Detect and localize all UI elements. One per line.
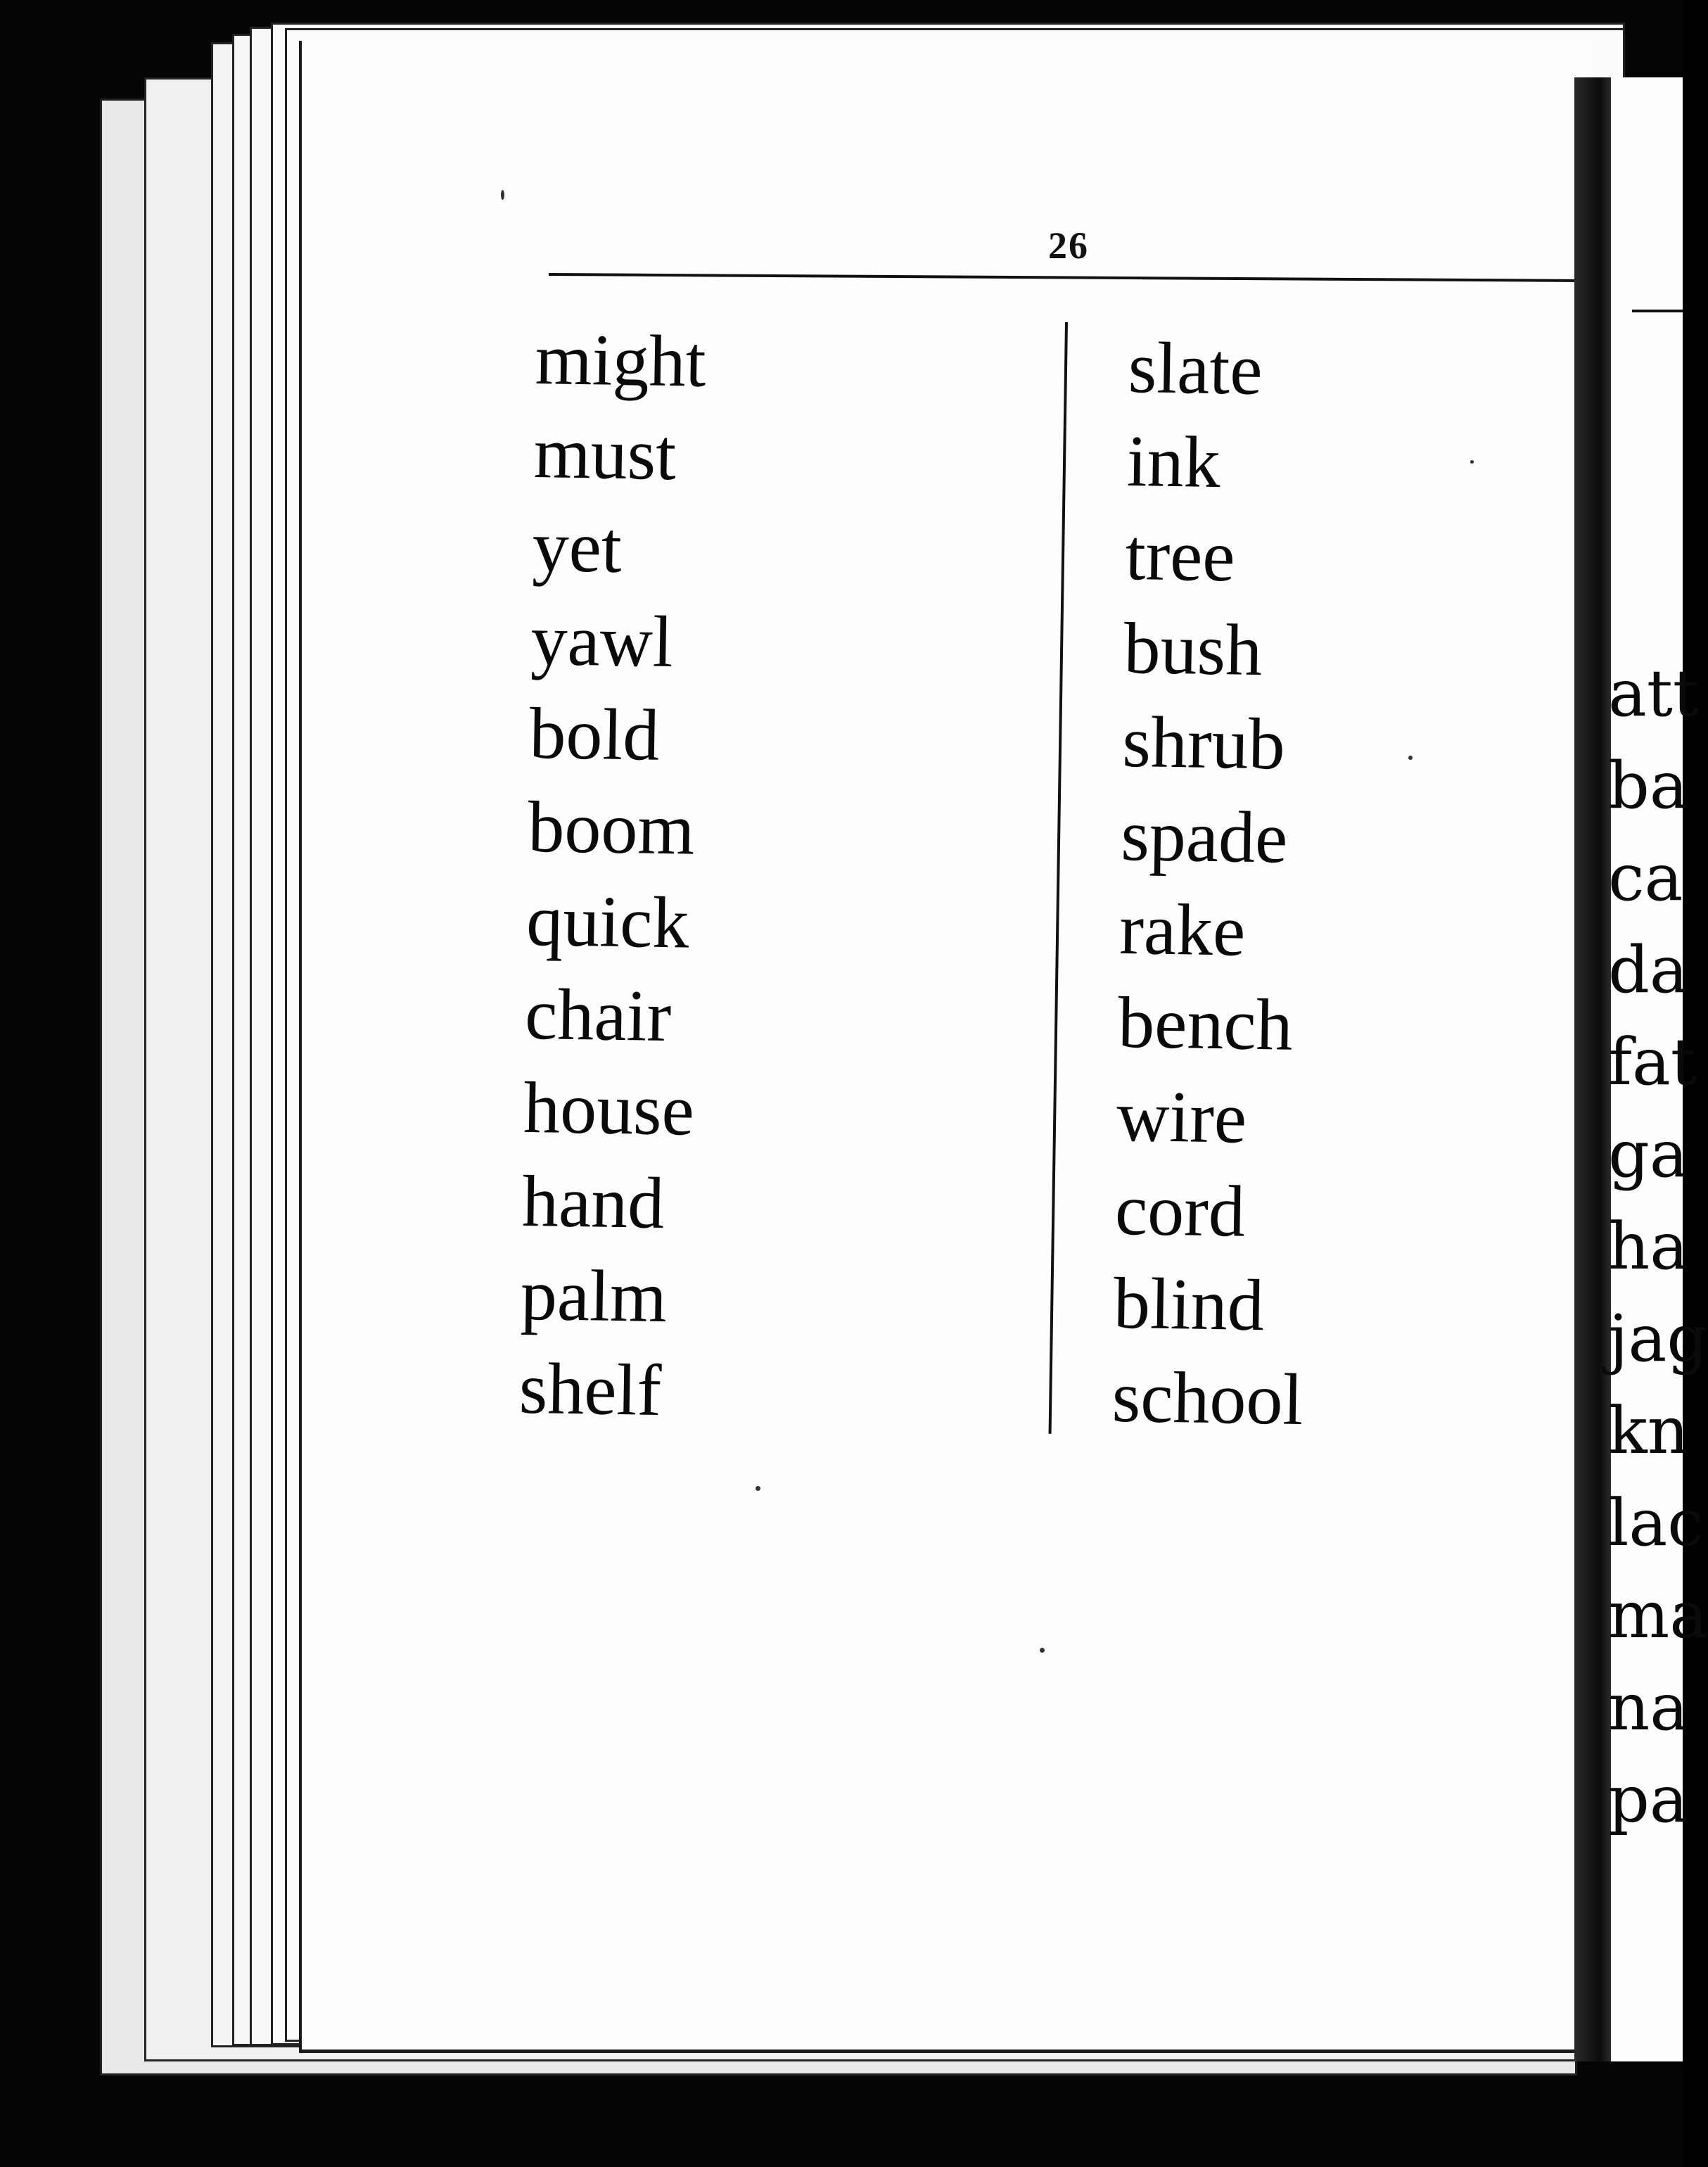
facing-word-fragment: kn xyxy=(1608,1393,1689,1468)
word-item: tree xyxy=(1124,514,1236,597)
word-item: house xyxy=(523,1067,695,1151)
facing-word-column xyxy=(1608,647,1708,1845)
word-column-left xyxy=(518,312,707,1438)
word-item: hand xyxy=(521,1160,665,1245)
facing-word-fragment: fat xyxy=(1608,1024,1697,1100)
book-page xyxy=(299,41,1593,2053)
word-item: palm xyxy=(520,1254,668,1338)
scan-speck xyxy=(501,190,504,200)
facing-word-fragment: att xyxy=(1608,656,1699,731)
word-item: must xyxy=(533,412,677,496)
facing-word-fragment: ba xyxy=(1608,748,1688,823)
word-item: cord xyxy=(1114,1169,1246,1252)
word-item: ink xyxy=(1126,420,1221,504)
word-item: might xyxy=(535,318,707,402)
page-number: 26 xyxy=(1048,224,1089,267)
facing-word-fragment: ha xyxy=(1608,1209,1689,1284)
word-item: bold xyxy=(528,692,661,776)
facing-word-fragment: ca xyxy=(1608,840,1683,915)
facing-word-fragment: lac xyxy=(1608,1485,1704,1561)
scan-speck xyxy=(1470,460,1474,464)
facing-word-fragment: ma xyxy=(1608,1577,1708,1653)
word-item: yawl xyxy=(530,599,674,683)
facing-word-fragment: na xyxy=(1608,1670,1689,1745)
word-item: rake xyxy=(1119,888,1247,972)
word-item: bench xyxy=(1117,981,1294,1066)
facing-word-fragment: ga xyxy=(1608,1117,1688,1192)
word-item: school xyxy=(1111,1356,1304,1441)
word-item: boom xyxy=(527,786,696,870)
facing-header-rule xyxy=(1632,310,1683,312)
scan-speck xyxy=(756,1486,760,1491)
scan-speck xyxy=(1040,1648,1045,1653)
word-item: quick xyxy=(525,879,690,964)
word-item: chair xyxy=(524,973,673,1057)
word-item: shrub xyxy=(1121,701,1286,785)
facing-word-fragment: jag xyxy=(1608,1301,1708,1376)
word-item: yet xyxy=(531,505,623,588)
word-item: wire xyxy=(1116,1075,1247,1159)
scan-speck xyxy=(1408,756,1413,760)
facing-page xyxy=(1608,77,1708,2061)
facing-word-fragment: pa xyxy=(1608,1762,1688,1837)
word-item: shelf xyxy=(518,1347,663,1431)
word-item: spade xyxy=(1120,794,1289,879)
word-item: bush xyxy=(1123,607,1263,692)
word-column-right xyxy=(1111,321,1320,1447)
facing-word-fragment: da xyxy=(1608,932,1688,1008)
word-item: slate xyxy=(1128,326,1263,410)
word-item: blind xyxy=(1113,1262,1265,1347)
